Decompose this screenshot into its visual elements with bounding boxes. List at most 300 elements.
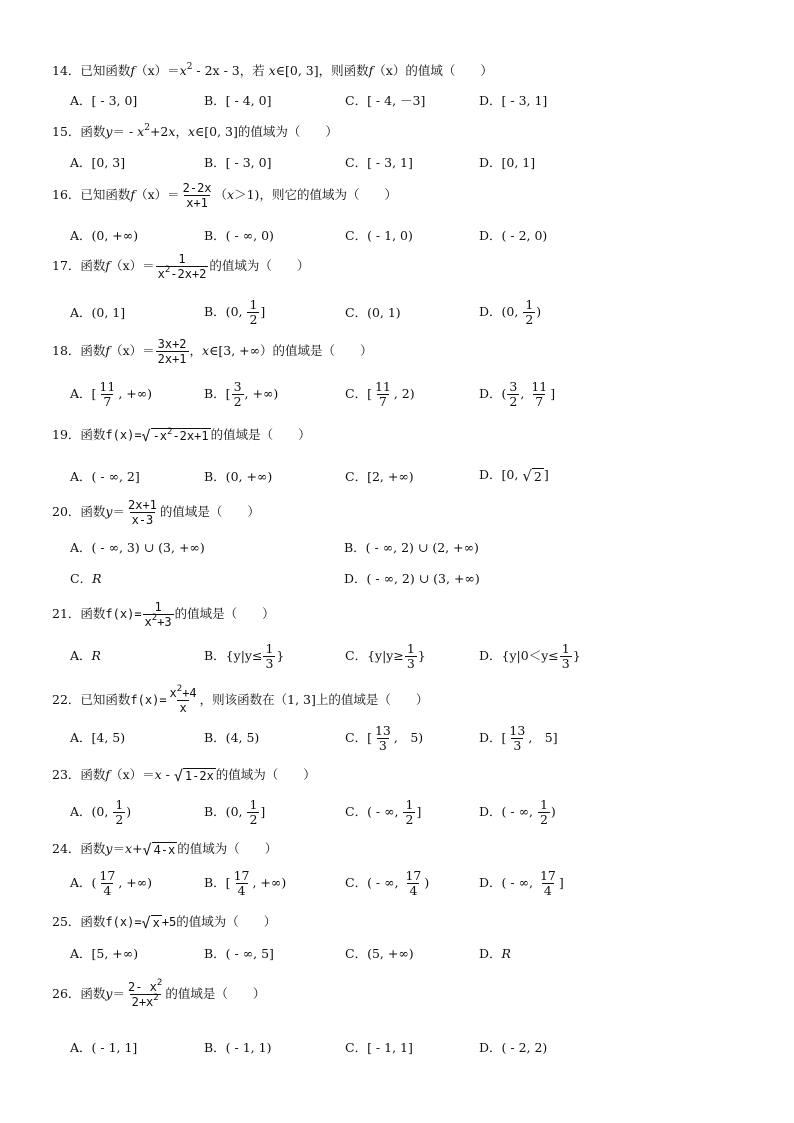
option-a[interactable]: A．[ - 3, 0] [70, 93, 138, 108]
question-number: 23． [52, 767, 81, 782]
denominator: 2 [539, 812, 548, 827]
question-text: （x）＝ [110, 767, 155, 782]
option-text: , 5] [528, 730, 558, 745]
var: x [137, 124, 145, 139]
func-name: f [368, 63, 374, 78]
question-number: 21． [52, 606, 81, 621]
option-text: ] [260, 804, 266, 819]
options-19 [70, 466, 770, 488]
option-a[interactable] [70, 869, 152, 898]
options-25 [70, 945, 770, 967]
denominator [156, 266, 209, 281]
option-text: , +∞) [118, 386, 153, 401]
option-b[interactable] [204, 869, 286, 898]
option-c[interactable]: C．[ - 3, 1] [345, 155, 413, 170]
numerator: 17 [405, 868, 422, 883]
fraction [126, 498, 159, 527]
question-text: 的值域为（ ） [177, 841, 278, 856]
radicand-part: -2x+1 [172, 428, 209, 443]
question-16 [52, 181, 752, 210]
numerator: 13 [509, 723, 526, 738]
question-text: 的值域为（ ） [176, 914, 277, 929]
question-17 [52, 252, 752, 281]
radicand: 2 [533, 468, 542, 484]
option-c[interactable] [70, 570, 102, 588]
option-text: D．( - ∞, [479, 804, 537, 819]
numerator: 1 [249, 297, 258, 312]
numerator: 1 [249, 797, 258, 812]
var: y [105, 841, 113, 856]
numerator: 13 [374, 723, 391, 738]
var: x [154, 767, 162, 782]
option-text: C． [70, 571, 93, 586]
fraction [529, 380, 549, 409]
option-b[interactable] [204, 298, 265, 327]
fraction [405, 642, 417, 671]
denominator: 2 [405, 812, 414, 827]
option-b[interactable] [204, 380, 278, 409]
option-b[interactable]: B．( - 1, 1) [204, 1040, 272, 1055]
den-part: +3 [157, 615, 172, 629]
option-a[interactable]: A．(0, +∞) [70, 228, 139, 243]
option-c[interactable] [345, 798, 421, 827]
option-text: C．[ [345, 386, 372, 401]
option-d[interactable] [479, 466, 549, 484]
option-a[interactable]: A．( - ∞, 3) ∪ (3, +∞) [70, 540, 205, 555]
option-b[interactable]: B．[ - 3, 0] [204, 155, 272, 170]
option-d[interactable] [479, 642, 581, 671]
option-text: , +∞) [244, 386, 279, 401]
question-number: 22． [52, 692, 81, 707]
option-text: C．{y|y≥ [345, 648, 404, 663]
fraction [403, 869, 423, 898]
option-c[interactable] [345, 380, 415, 409]
options-23 [70, 797, 770, 827]
radicand-part: -x [152, 428, 168, 443]
denominator: 7 [378, 394, 387, 409]
denominator: 2 [115, 812, 124, 827]
square-root [142, 915, 162, 931]
var: R [501, 946, 511, 961]
option-text: , [520, 386, 529, 401]
denominator: 2 [249, 812, 258, 827]
fraction [181, 181, 214, 210]
numerator: 3 [509, 379, 518, 394]
fraction [232, 869, 252, 898]
denominator: 3 [561, 656, 570, 671]
question-number: 14． [52, 63, 81, 78]
denominator: 2 [233, 394, 242, 409]
denominator: x-3 [131, 513, 154, 527]
options-15 [70, 154, 770, 176]
option-c[interactable]: C．[ - 1, 1] [345, 1040, 413, 1055]
question-text: 的值域是（ ） [159, 504, 260, 519]
option-c[interactable] [345, 642, 426, 671]
question-text: 函数 [80, 986, 106, 1001]
option-text: , 5) [393, 730, 424, 745]
question-text: - 2x - 3，若 [192, 63, 269, 78]
function-expression: f(x)= [105, 607, 142, 621]
denominator: 3 [406, 656, 415, 671]
option-d[interactable] [479, 380, 555, 409]
option-text: B．[ [204, 386, 231, 401]
question-text: 函数 [80, 258, 106, 273]
option-b[interactable] [204, 798, 265, 827]
radicand: 4-x [153, 842, 176, 857]
option-d[interactable] [479, 945, 511, 963]
fraction [523, 298, 535, 327]
fraction [232, 380, 244, 409]
question-text: ＝ [112, 841, 125, 856]
fraction [560, 642, 572, 671]
option-a[interactable]: A．( - 1, 1] [70, 1040, 138, 1055]
function-expression: f(x)= [130, 693, 167, 707]
var: x [187, 124, 196, 139]
var: x [202, 343, 210, 358]
exponent: 2 [144, 123, 150, 133]
option-b[interactable]: B．( - ∞, 5] [204, 946, 274, 961]
square-root [143, 842, 178, 858]
numerator: 11 [531, 379, 548, 394]
fraction [156, 337, 189, 366]
func-name: f [105, 343, 111, 358]
num-part: 2- x [128, 980, 157, 994]
var: x [125, 841, 133, 856]
numerator: 1 [525, 297, 534, 312]
options-22 [70, 723, 770, 753]
option-text: } [276, 648, 285, 663]
question-14 [52, 62, 752, 80]
option-text: ) [550, 804, 556, 819]
radicand: 1-2x [184, 768, 214, 783]
var: R [92, 571, 102, 586]
question-number: 16． [52, 187, 81, 202]
numerator: 17 [539, 868, 556, 883]
option-a[interactable]: A．[4, 5) [70, 730, 126, 745]
question-text: + [132, 841, 143, 856]
var: x [227, 187, 235, 202]
option-d[interactable]: D．[0, 1] [479, 155, 536, 170]
radical-sign-icon: √ [142, 840, 152, 859]
option-b[interactable]: B．[ - 4, 0] [204, 93, 272, 108]
fraction [143, 600, 174, 629]
question-20 [52, 498, 752, 527]
numerator: 1 [539, 797, 548, 812]
var: R [91, 648, 101, 663]
question-number: 24． [52, 841, 81, 856]
question-text: 函数 [80, 504, 106, 519]
question-text: 的值域是（ ） [210, 427, 311, 442]
numerator: 2x+1 [128, 498, 157, 512]
option-text: B．{y|y≤ [204, 648, 263, 663]
numerator: 1 [405, 797, 414, 812]
question-25 [52, 913, 752, 931]
question-text: （x）＝ [135, 63, 180, 78]
question-text: （ [214, 187, 228, 202]
denominator: 4 [237, 883, 246, 898]
option-d[interactable]: D．[ - 3, 1] [479, 93, 548, 108]
question-26 [52, 980, 752, 1009]
fraction [247, 298, 259, 327]
option-c[interactable]: C．(0, 1) [345, 305, 401, 320]
denominator [143, 614, 174, 629]
var: x [268, 63, 276, 78]
option-text: C．[ [345, 730, 372, 745]
question-22 [52, 686, 752, 715]
question-number: 19． [52, 427, 81, 442]
fraction [507, 380, 519, 409]
radical-sign-icon: √ [141, 913, 151, 932]
option-b[interactable]: B．(0, +∞) [204, 469, 273, 484]
option-d[interactable]: D．( - 2, 0) [479, 228, 548, 243]
fraction [373, 380, 393, 409]
question-text: 的值域为（ ） [209, 258, 310, 273]
option-text: , +∞) [118, 875, 153, 890]
square-root [142, 428, 211, 444]
options-14 [70, 92, 770, 114]
option-d[interactable] [479, 724, 558, 753]
option-text: A． [70, 648, 92, 663]
question-text: ＝ [112, 504, 125, 519]
option-text: D．[ [479, 730, 507, 745]
option-text: , 2) [393, 386, 415, 401]
radicand: x [152, 915, 160, 930]
option-text: D．(0, [479, 304, 523, 319]
num-part: x [169, 686, 177, 700]
question-text: - [161, 767, 174, 782]
question-number: 25． [52, 914, 81, 929]
fraction [247, 798, 259, 827]
option-a[interactable] [70, 798, 131, 827]
question-number: 15． [52, 124, 81, 139]
question-text: （x）＝ [110, 343, 155, 358]
denominator: 7 [103, 394, 112, 409]
question-text: 函数 [80, 606, 106, 621]
fraction [507, 724, 527, 753]
option-c[interactable] [345, 724, 423, 753]
option-a[interactable] [70, 380, 152, 409]
option-text: A．[ [70, 386, 97, 401]
option-text: C．( - ∞, [345, 875, 403, 890]
exponent: 2 [156, 978, 163, 988]
var: x [168, 124, 176, 139]
fraction [97, 380, 117, 409]
square-root [522, 468, 544, 484]
var: x [179, 63, 187, 78]
fraction [168, 686, 199, 715]
option-text: B．(0, [204, 304, 247, 319]
numerator: 17 [233, 868, 250, 883]
denominator: 2 [509, 394, 518, 409]
function-expression: f(x)= [105, 915, 142, 929]
fraction [126, 980, 164, 1009]
numerator: 1 [561, 641, 570, 656]
option-d[interactable] [479, 869, 564, 898]
option-text: B．[ [204, 875, 231, 890]
func-name: f [130, 187, 136, 202]
denominator: 7 [535, 394, 544, 409]
option-a[interactable]: A．[5, +∞) [70, 946, 139, 961]
denominator: 3 [513, 738, 522, 753]
denominator: 3 [378, 738, 387, 753]
question-21 [52, 600, 752, 629]
question-text: 已知函数 [80, 63, 131, 78]
option-b[interactable]: B．( - ∞, 2) ∪ (2, +∞) [344, 540, 479, 555]
option-a[interactable]: A．[0, 3] [70, 155, 126, 170]
exponent: 2 [164, 265, 171, 275]
denominator: x [179, 701, 187, 715]
option-text: D．( - ∞, [479, 875, 537, 890]
exponent: 2 [153, 993, 159, 1003]
option-c[interactable] [345, 869, 429, 898]
option-c[interactable]: C．[2, +∞) [345, 469, 414, 484]
options-17 [70, 297, 770, 327]
option-text: D．{y|0＜y≤ [479, 648, 559, 663]
question-number: 18． [52, 343, 81, 358]
question-text: ，则该函数在（1, 3]上的值域是（ ） [199, 692, 429, 707]
options-26 [70, 1039, 770, 1061]
option-a[interactable]: A．( - ∞, 2] [70, 469, 140, 484]
var: y [105, 124, 113, 139]
option-text: ) [424, 875, 430, 890]
numerator: 1 [154, 600, 162, 614]
option-text: ] [550, 386, 556, 401]
denominator: x+1 [186, 196, 208, 210]
numerator [168, 686, 199, 700]
question-number: 17． [52, 258, 81, 273]
denominator [130, 994, 161, 1009]
question-number: 20． [52, 504, 81, 519]
denominator: 3 [265, 656, 274, 671]
option-text: ) [126, 804, 132, 819]
option-d[interactable] [479, 298, 541, 327]
den-part: x [144, 615, 152, 629]
option-text: } [572, 648, 581, 663]
option-b[interactable]: B．( - ∞, 0) [204, 228, 274, 243]
options-20-row1 [70, 539, 770, 561]
question-text: 函数 [80, 343, 106, 358]
numerator: 3x+2 [157, 337, 187, 351]
question-text: （x）的值域（ ） [373, 63, 493, 78]
question-text: ， [189, 343, 203, 358]
question-text: 的值域是（ ） [174, 606, 275, 621]
fraction [113, 798, 125, 827]
question-text: ∈[0, 3]的值域为（ ） [195, 124, 338, 139]
option-d[interactable]: D．( - 2, 2) [479, 1040, 548, 1055]
numerator: 11 [374, 379, 391, 394]
den-part: x [157, 267, 165, 281]
option-b[interactable] [204, 642, 284, 671]
option-text: ] [260, 304, 266, 319]
option-text: D．[0, [479, 467, 523, 482]
numerator: 1 [406, 641, 415, 656]
question-number: 26． [52, 986, 81, 1001]
func-name: f [130, 63, 136, 78]
question-text: （x）＝ [110, 258, 155, 273]
denominator: 4 [409, 883, 418, 898]
question-text: 函数 [80, 124, 106, 139]
radical-sign-icon: √ [522, 466, 532, 485]
option-c[interactable]: C．[ - 4, －3] [345, 93, 426, 108]
fraction [538, 869, 558, 898]
option-text: D． [479, 946, 502, 961]
question-text: 已知函数 [80, 187, 131, 202]
question-19 [52, 426, 752, 444]
question-text: 已知函数 [80, 692, 131, 707]
den-part: 2+x [131, 995, 154, 1009]
question-text: 函数 [80, 841, 106, 856]
fraction [263, 642, 275, 671]
question-text: 函数 [80, 427, 106, 442]
fraction [373, 724, 393, 753]
question-text: ＝ [112, 986, 125, 1001]
option-text: ] [558, 875, 564, 890]
den-part: -2x+2 [170, 267, 207, 281]
option-a[interactable] [70, 647, 101, 665]
option-c[interactable]: C．( - 1, 0) [345, 228, 413, 243]
denominator: 2 [249, 312, 258, 327]
option-text: A．(0, [70, 804, 113, 819]
question-23 [52, 766, 752, 784]
option-text: A．( [70, 875, 97, 890]
question-text: ＝ - [112, 124, 138, 139]
exponent: 2 [167, 426, 173, 437]
question-text: 函数 [80, 767, 106, 782]
radical-sign-icon: √ [173, 766, 183, 785]
option-d[interactable]: D．( - ∞, 2) ∪ (3, +∞) [344, 571, 480, 586]
question-15 [52, 123, 752, 141]
numerator: 1 [265, 641, 274, 656]
numerator [126, 980, 164, 994]
radical-sign-icon: √ [141, 426, 151, 445]
question-24 [52, 840, 752, 858]
question-text: 的值域为（ ） [215, 767, 316, 782]
denominator: 4 [103, 883, 112, 898]
option-c[interactable]: C．(5, +∞) [345, 946, 414, 961]
var: y [105, 986, 113, 1001]
option-text: ] [416, 804, 422, 819]
numerator: 17 [99, 868, 116, 883]
num-part: +4 [182, 686, 197, 700]
option-a[interactable]: A．(0, 1] [70, 305, 126, 320]
exponent: 2 [176, 684, 183, 694]
denominator: 4 [543, 883, 552, 898]
question-text: 函数 [80, 914, 106, 929]
numerator: 1 [178, 252, 186, 266]
question-18 [52, 337, 752, 366]
numerator: 1 [115, 797, 124, 812]
options-24 [70, 868, 770, 898]
question-text: ∈[3, +∞）的值域是（ ） [209, 343, 373, 358]
option-d[interactable] [479, 798, 556, 827]
question-text: 的值域是（ ） [165, 986, 266, 1001]
option-text: ) [536, 304, 542, 319]
question-text: （x）＝ [135, 187, 180, 202]
radicand [151, 428, 211, 444]
func-name: f [105, 767, 111, 782]
exponent: 2 [186, 62, 193, 72]
fraction [97, 869, 117, 898]
options-21 [70, 641, 770, 671]
option-text: } [417, 648, 426, 663]
function-expression: f(x)= [105, 428, 142, 442]
fraction [156, 252, 209, 281]
numerator: 3 [233, 379, 242, 394]
numerator: 11 [99, 379, 116, 394]
numerator: 2-2x [182, 181, 212, 195]
exponent: 2 [151, 613, 158, 623]
option-b[interactable]: B．(4, 5) [204, 730, 260, 745]
